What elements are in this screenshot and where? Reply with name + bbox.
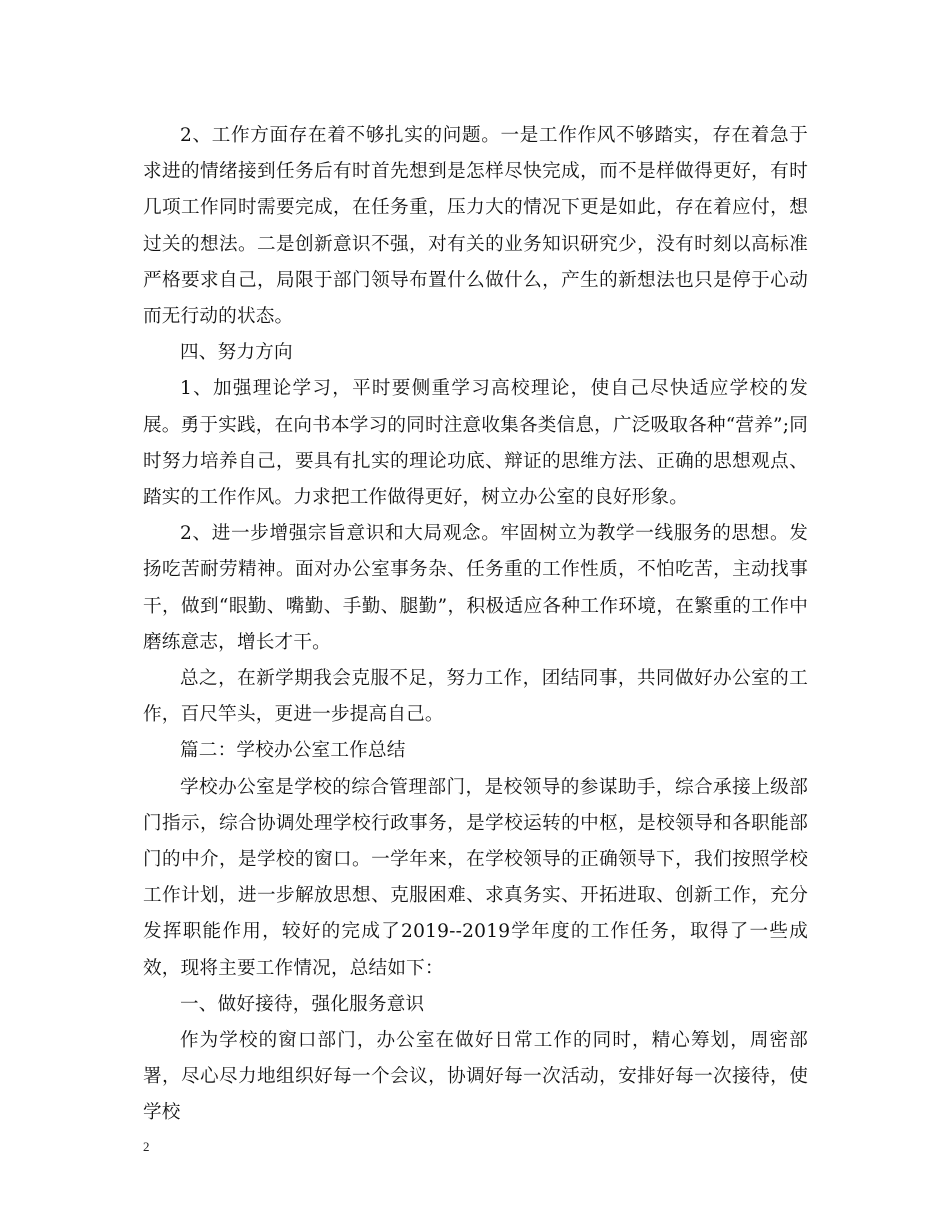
- heading-effort-direction: 四、努力方向: [180, 342, 293, 364]
- page-number: 2: [143, 1139, 150, 1154]
- heading-reception-service: 一、做好接待，强化服务意识: [180, 993, 425, 1015]
- paragraph-window-department: 作为学校的窗口部门，办公室在做好日常工作的同时，精心筹划，周密部署，尽心尽力地组织好每一个会议，协调好每一次活动，安排好每一次接待，使学校: [143, 1030, 808, 1124]
- paragraph-summary: 总之，在新学期我会克服不足，努力工作，团结同事，共同做好办公室的工作，百尺竿头，更进一步提高自己。: [143, 668, 808, 726]
- heading-article-two: 篇二：学校办公室工作总结: [180, 740, 406, 762]
- paragraph-theory-study: 1、加强理论学习，平时要侧重学习高校理论，使自己尽快适应学校的发展。勇于实践，在向书本学习的同时注意收集各类信息，广泛吸取各种“营养”;同时努力培养自己，要具有扎实的理论功底、辩证的思维方法、正确的思想观点、踏实的工作作风。力求把工作做得更好，树立办公室的良好形象。: [143, 378, 808, 509]
- paragraph-service-awareness: 2、进一步增强宗旨意识和大局观念。牢固树立为教学一线服务的思想。发扬吃苦耐劳精神。面对办公室事务杂、任务重的工作性质，不怕吃苦，主动找事干，做到“眼勤、嘴勤、手勤、腿勤”，积极适应各种工作环境，在繁重的工作中磨练意志，增长才干。: [143, 523, 808, 653]
- paragraph-office-overview: 学校办公室是学校的综合管理部门，是校领导的参谋助手，综合承接上级部门指示，综合协调处理学校行政事务，是学校运转的中枢，是校领导和各职能部门的中介，是学校的窗口。一学年来，在学校领导的正确领导下，我们按照学校工作计划，进一步解放思想、克服困难、求真务实、开拓进取、创新工作，充分发挥职能作用，较好的完成了2019--2019学年度的工作任务，取得了一些成效，现将主要工作情况，总结如下：: [143, 776, 808, 979]
- paragraph-work-problems: 2、工作方面存在着不够扎实的问题。一是工作作风不够踏实，存在着急于求进的情绪接到任务后有时首先想到是怎样尽快完成，而不是样做得更好，有时几项工作同时需要完成，在任务重，压力大的情况下更是如此，存在着应付，想过关的想法。二是创新意识不强，对有关的业务知识研究少，没有时刻以高标准严格要求自己，局限于部门领导布置什么做什么，产生的新想法也只是停于心动而无行动的状态。: [143, 125, 808, 328]
- document-body: [143, 118, 808, 1132]
